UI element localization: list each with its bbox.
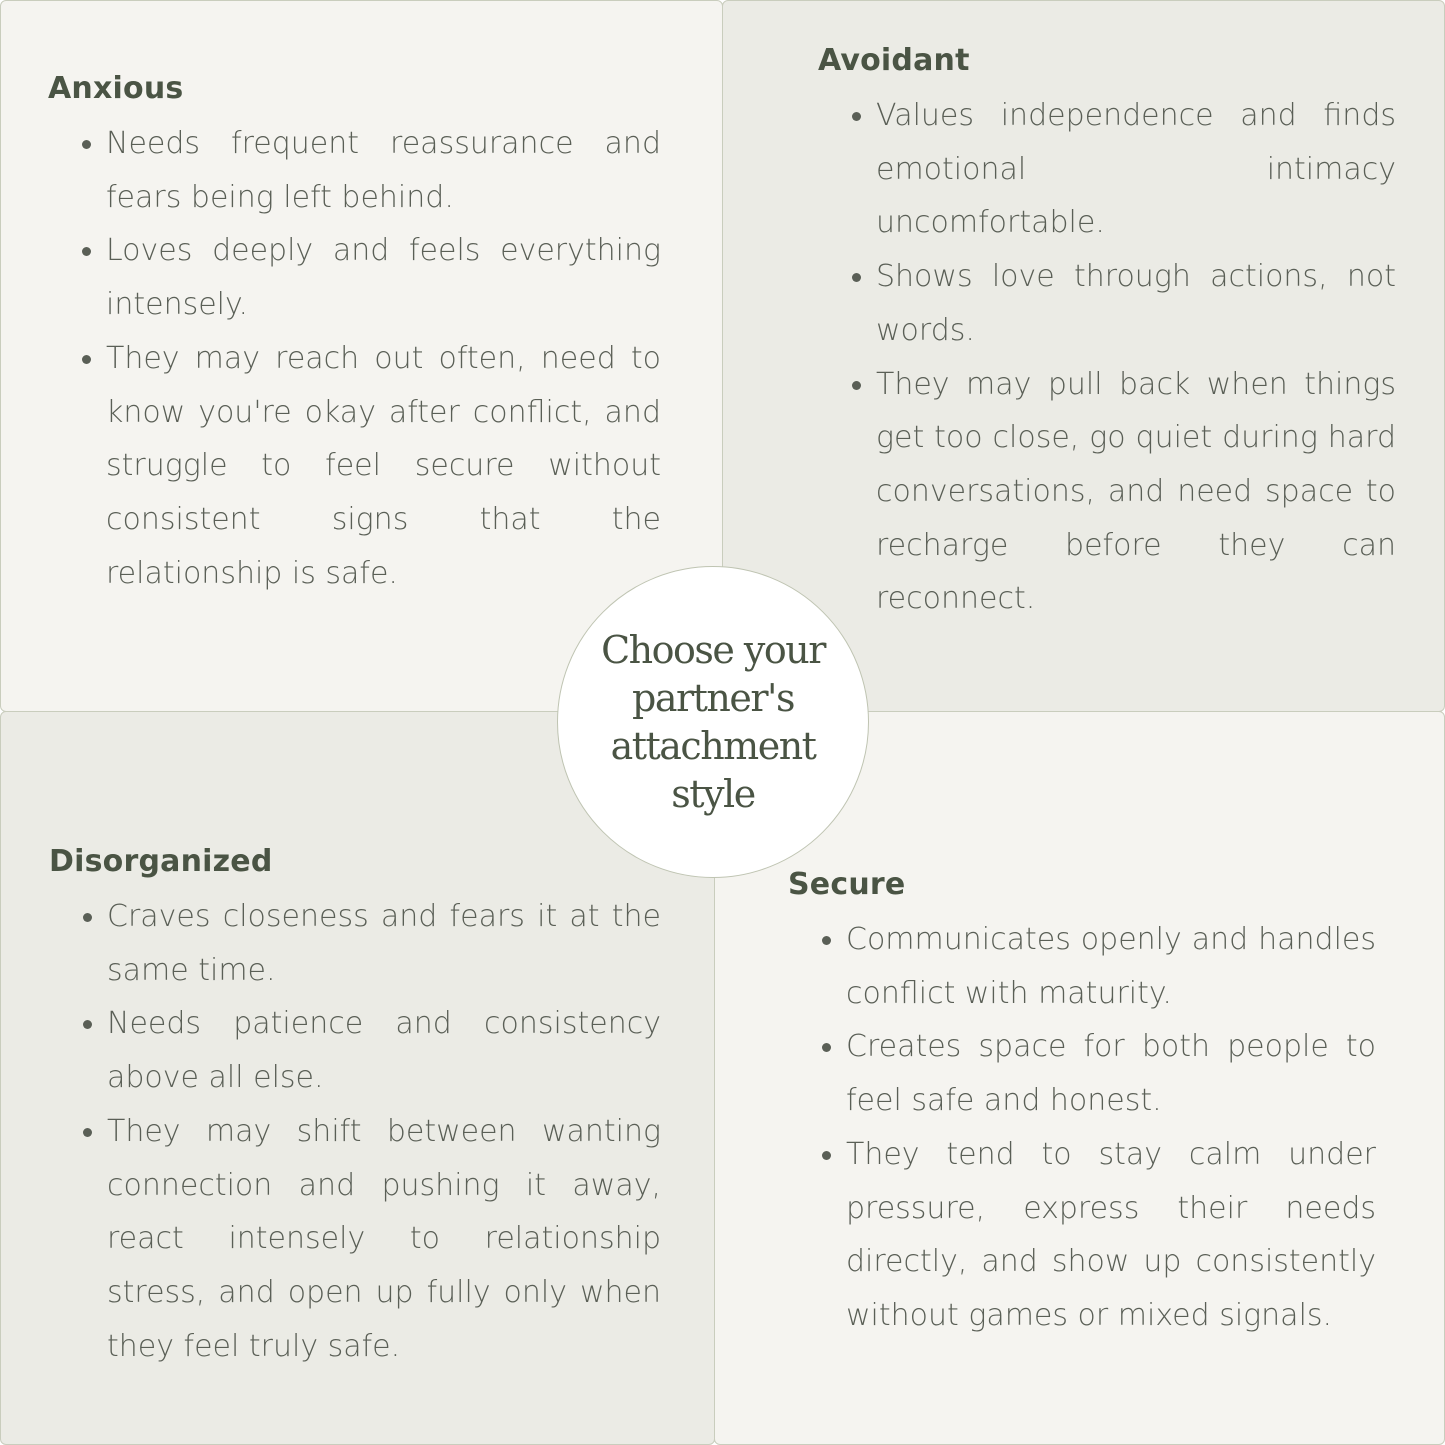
panel-content bbox=[48, 67, 661, 600]
trait-item: Loves deeply and feels everything intensely. bbox=[106, 224, 661, 331]
center-title: Choose your partner's attachment style bbox=[601, 628, 825, 816]
panel-heading: Anxious bbox=[48, 71, 184, 106]
trait-item: They may pull back when things get too close, go quiet during hard conversations, and need space to recharge before they can reconnect. bbox=[876, 358, 1396, 627]
trait-item: Creates space for both people to feel safe and honest. bbox=[846, 1020, 1376, 1127]
trait-list bbox=[818, 89, 1396, 626]
panel-content bbox=[49, 840, 661, 1373]
panel-content bbox=[818, 39, 1396, 626]
trait-item: Values independence and finds emotional intimacy uncomfortable. bbox=[876, 89, 1396, 250]
trait-item: Communicates openly and handles conflict with maturity. bbox=[846, 913, 1376, 1020]
trait-item: They may shift between wanting connection and pushing it away, react intensely to relationship stress, and open up fully only when they feel truly safe. bbox=[107, 1105, 661, 1374]
trait-list bbox=[48, 117, 661, 600]
trait-item: They may reach out often, need to know you're okay after conflict, and struggle to feel secure without consistent signs that the relationship is safe. bbox=[106, 332, 661, 601]
trait-item: They tend to stay calm under pressure, express their needs directly, and show up consistently without games or mixed signals. bbox=[846, 1128, 1376, 1343]
trait-list bbox=[788, 913, 1376, 1343]
panel-content bbox=[788, 863, 1376, 1343]
trait-item: Craves closeness and fears it at the same time. bbox=[107, 890, 661, 997]
panel-heading: Disorganized bbox=[49, 844, 273, 879]
panel-heading: Avoidant bbox=[818, 43, 970, 78]
panel-heading: Secure bbox=[788, 867, 906, 902]
center-badge bbox=[557, 566, 869, 878]
trait-item: Needs frequent reassurance and fears being left behind. bbox=[106, 117, 661, 224]
trait-item: Shows love through actions, not words. bbox=[876, 250, 1396, 357]
trait-item: Needs patience and consistency above all else. bbox=[107, 997, 661, 1104]
panel-avoidant[interactable] bbox=[722, 0, 1445, 712]
trait-list bbox=[49, 890, 661, 1373]
